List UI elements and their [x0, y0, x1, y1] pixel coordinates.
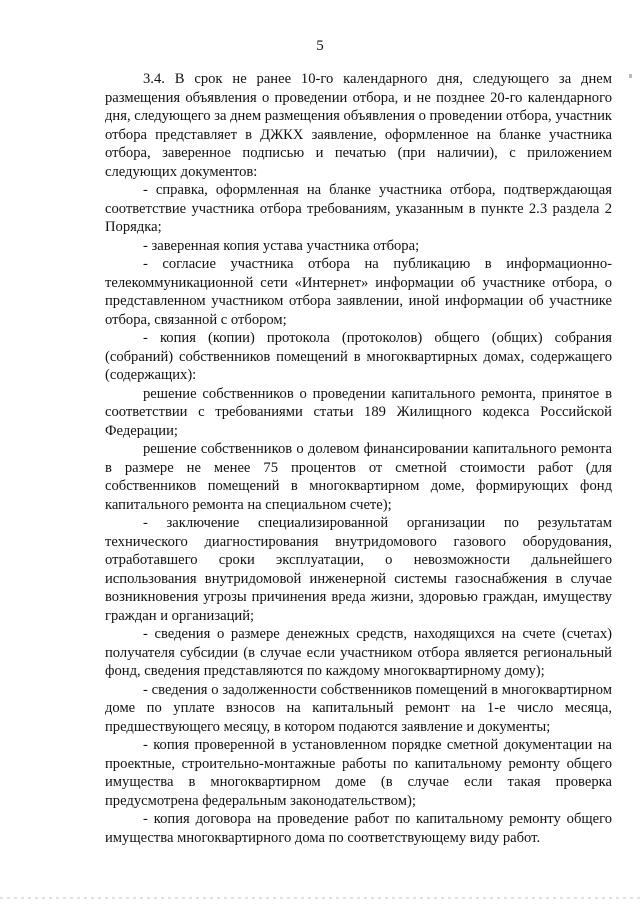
scan-edge-mark	[629, 74, 632, 78]
list-item-charter-copy: - заверенная копия устава участника отбора;	[143, 237, 420, 254]
page-number: 5	[316, 38, 324, 54]
list-item-gas-conclusion: - заключение специализированной организации по результатам технического диагностирования внутридомового газового оборудования, отработавшего сроки эксплуатации, о невозможности дальнейшего использования внутридомовой инженерной системы газоснабжения в случае возникновения угрозы причинения вреда жизни, здоровью граждан, имуществу граждан и организаций;	[105, 515, 612, 624]
list-item-estimate-copy: - копия проверенной в установленном порядке сметной документации на проектные, строительно-монтажные работы по капитальному ремонту общего имущества в многоквартирном доме (в случае если такая проверка предусмотрена федеральным законодательством);	[105, 737, 612, 809]
sub-item-repair-decision: решение собственников о проведении капитального ремонта, принятое в соответствии с требованиями статьи 189 Жилищного кодекса Российской Федерации;	[105, 385, 612, 439]
list-item-consent: - согласие участника отбора на публикацию в информационно-телекоммуникационной сети «Интернет» информации об участнике отбора, о представленном участником отбора заявлении, иной информации об участнике отбора, связанной с отбором;	[105, 256, 612, 328]
sub-item-financing-decision: решение собственников о долевом финансировании капитального ремонта в размере не менее 75 процентов от сметной стоимости работ (для собственников помещений в многоквартирном доме, формирующих фонд капитального ремонта на специальном счете);	[105, 441, 612, 513]
list-item-certificate: - справка, оформленная на бланке участника отбора, подтверждающая соответствие участника отбора требованиям, указанным в пункте 2.3 раздела 2 Порядка;	[105, 182, 612, 235]
list-item-account-funds: - сведения о размере денежных средств, находящихся на счете (счетах) получателя субсидии (в случае если участником отбора является региональный фонд, сведения представляются по каждому многоквартирному дому);	[105, 626, 612, 679]
list-item-debt-info: - сведения о задолженности собственников помещений в многоквартирном доме по уплате взносов на капитальный ремонт на 1-е число месяца, предшествующего месяцу, в котором подаются заявление и документы;	[105, 681, 612, 735]
document-body	[105, 70, 612, 847]
list-item-protocol-copy: - копия (копии) протокола (протоколов) общего (общих) собрания (собраний) собственников помещений в многоквартирных домах, содержащего (содержащих):	[105, 330, 612, 383]
scan-bottom-edge	[0, 897, 640, 899]
paragraph-3-4: 3.4. В срок не ранее 10-го календарного дня, следующего за днем размещения объявления о проведении отбора, и не позднее 20-го календарного дня, следующего за днем размещения объявления о проведении отбора, участник отбора представляет в ДЖКХ заявление, оформленное на бланке участника отбора, заверенное подписью и печатью (при наличии), с приложением следующих документов:	[105, 71, 612, 180]
list-item-contract-copy: - копия договора на проведение работ по капитальному ремонту общего имущества многоквартирного дома по соответствующему виду работ.	[105, 811, 612, 846]
